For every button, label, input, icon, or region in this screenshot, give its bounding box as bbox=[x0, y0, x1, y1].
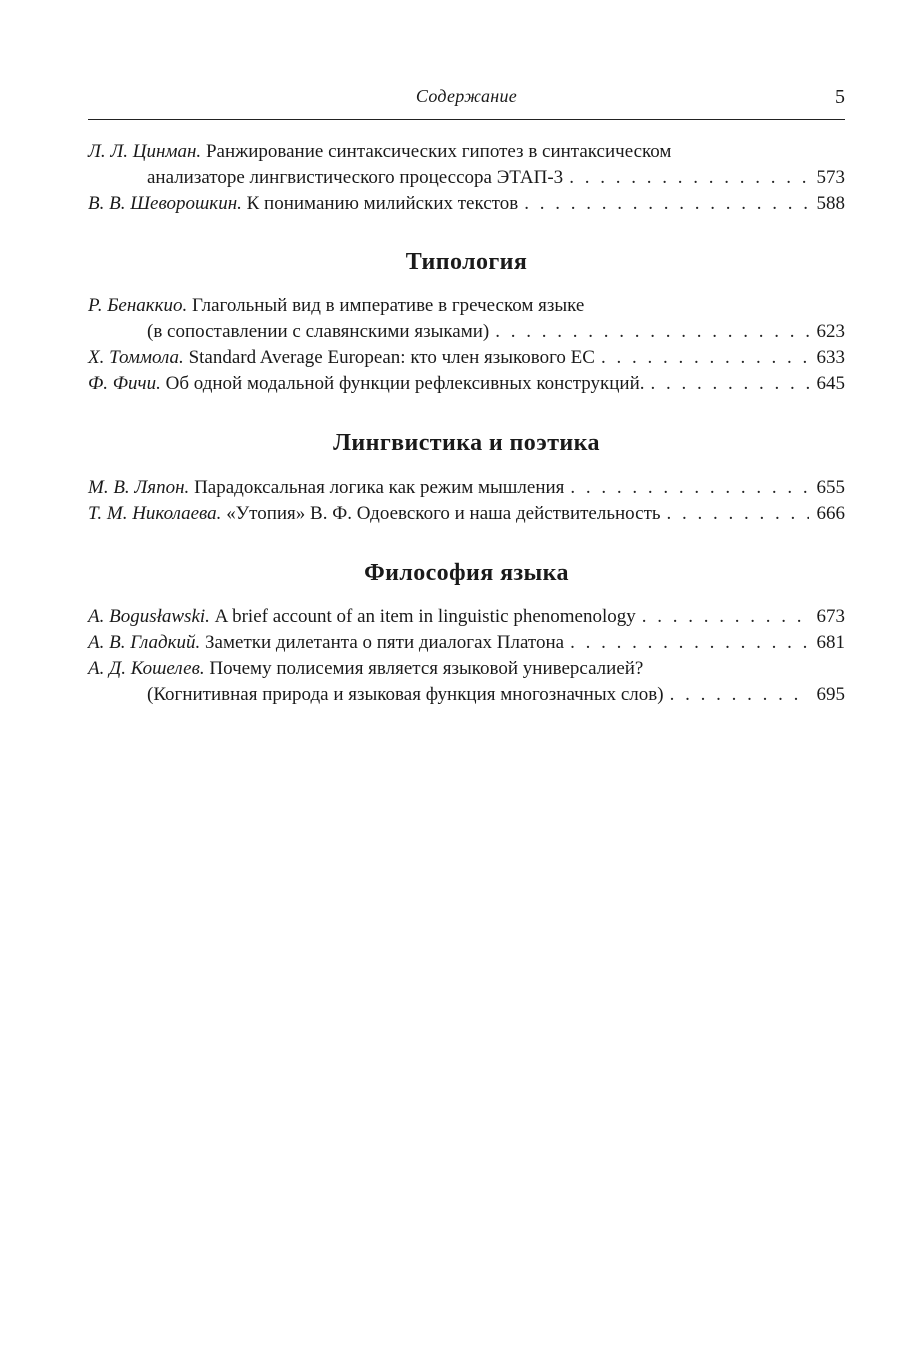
leader-dots bbox=[524, 191, 809, 217]
leader-dots bbox=[570, 475, 809, 501]
entry-title: К пониманию милийских текстов bbox=[246, 193, 519, 214]
entry-title: Почему полисемия является языковой универсалией? bbox=[209, 658, 644, 679]
toc-entry bbox=[88, 191, 845, 217]
entry-title-continued: (Когнитивная природа и языковая функция многозначных слов) bbox=[147, 684, 664, 705]
section-typology bbox=[88, 246, 845, 278]
entry-author: М. В. Ляпон. bbox=[88, 477, 190, 498]
entry-page-number: 623 bbox=[816, 321, 845, 342]
section-linguistics-poetics bbox=[88, 427, 845, 459]
toc-entry bbox=[88, 475, 845, 501]
leader-dots bbox=[495, 319, 809, 345]
entry-page-number: 655 bbox=[816, 477, 845, 498]
toc-entry bbox=[88, 656, 845, 708]
running-title: Содержание bbox=[415, 86, 518, 106]
entry-author: В. В. Шеворошкин. bbox=[88, 193, 242, 214]
entry-author: A. Bogusławski. bbox=[88, 606, 210, 627]
toc-entry bbox=[88, 630, 845, 656]
entry-page-number: 645 bbox=[816, 373, 845, 394]
entry-title: Глагольный вид в императиве в греческом языке bbox=[192, 295, 585, 316]
section-heading: Типология bbox=[405, 249, 528, 275]
toc-entry bbox=[88, 371, 845, 397]
leader-dots bbox=[642, 604, 809, 630]
section-philosophy-entries bbox=[88, 604, 845, 708]
entry-page-number: 588 bbox=[816, 193, 845, 214]
running-header bbox=[88, 0, 845, 120]
entry-author: Л. Л. Цинман. bbox=[88, 141, 202, 162]
toc-entry bbox=[88, 293, 845, 345]
toc-entry bbox=[88, 345, 845, 371]
section-typology-entries bbox=[88, 293, 845, 397]
leader-dots bbox=[601, 345, 809, 371]
continued-entries bbox=[88, 139, 845, 217]
leader-dots bbox=[570, 630, 809, 656]
toc-entry bbox=[88, 604, 845, 630]
entry-page-number: 573 bbox=[816, 167, 845, 188]
toc-entry bbox=[88, 501, 845, 527]
entry-title: «Утопия» В. Ф. Одоевского и наша действительность bbox=[226, 503, 661, 524]
entry-author: Р. Бенаккио. bbox=[88, 295, 188, 316]
page-number: 5 bbox=[835, 86, 845, 108]
section-heading: Философия языка bbox=[364, 560, 569, 586]
entry-title: Парадоксальная логика как режим мышления bbox=[194, 477, 565, 498]
entry-author: Х. Томмола. bbox=[88, 347, 184, 368]
entry-title: A brief account of an item in linguistic phenomenology bbox=[214, 606, 636, 627]
entry-page-number: 681 bbox=[816, 632, 845, 653]
entry-title-continued: (в сопоставлении с славянскими языками) bbox=[147, 321, 490, 342]
entry-title: Об одной модальной функции рефлексивных конструкций. bbox=[165, 373, 645, 394]
section-philosophy-of-language bbox=[88, 557, 845, 589]
entry-author: Т. М. Николаева. bbox=[88, 503, 222, 524]
leader-dots bbox=[667, 501, 809, 527]
entry-page-number: 695 bbox=[816, 684, 845, 705]
entry-author: А. Д. Кошелев. bbox=[88, 658, 205, 679]
toc-entry bbox=[88, 139, 845, 191]
leader-dots bbox=[651, 371, 809, 397]
entry-author: А. В. Гладкий. bbox=[88, 632, 201, 653]
section-heading: Лингвистика и поэтика bbox=[333, 430, 600, 456]
entry-page-number: 666 bbox=[816, 503, 845, 524]
entry-author: Ф. Фичи. bbox=[88, 373, 161, 394]
leader-dots bbox=[569, 165, 809, 191]
entry-title: Ранжирование синтаксических гипотез в синтаксическом bbox=[205, 141, 672, 162]
entry-page-number: 673 bbox=[816, 606, 845, 627]
entry-title-continued: анализаторе лингвистического процессора ЭТАП-3 bbox=[147, 167, 564, 188]
leader-dots bbox=[670, 682, 809, 708]
toc-page bbox=[88, 0, 845, 705]
entry-page-number: 633 bbox=[816, 347, 845, 368]
section-linguistics-poetics-entries bbox=[88, 475, 845, 527]
entry-title: Заметки дилетанта о пяти диалогах Платона bbox=[205, 632, 565, 653]
entry-title: Standard Average European: кто член языкового ЕС bbox=[188, 347, 595, 368]
